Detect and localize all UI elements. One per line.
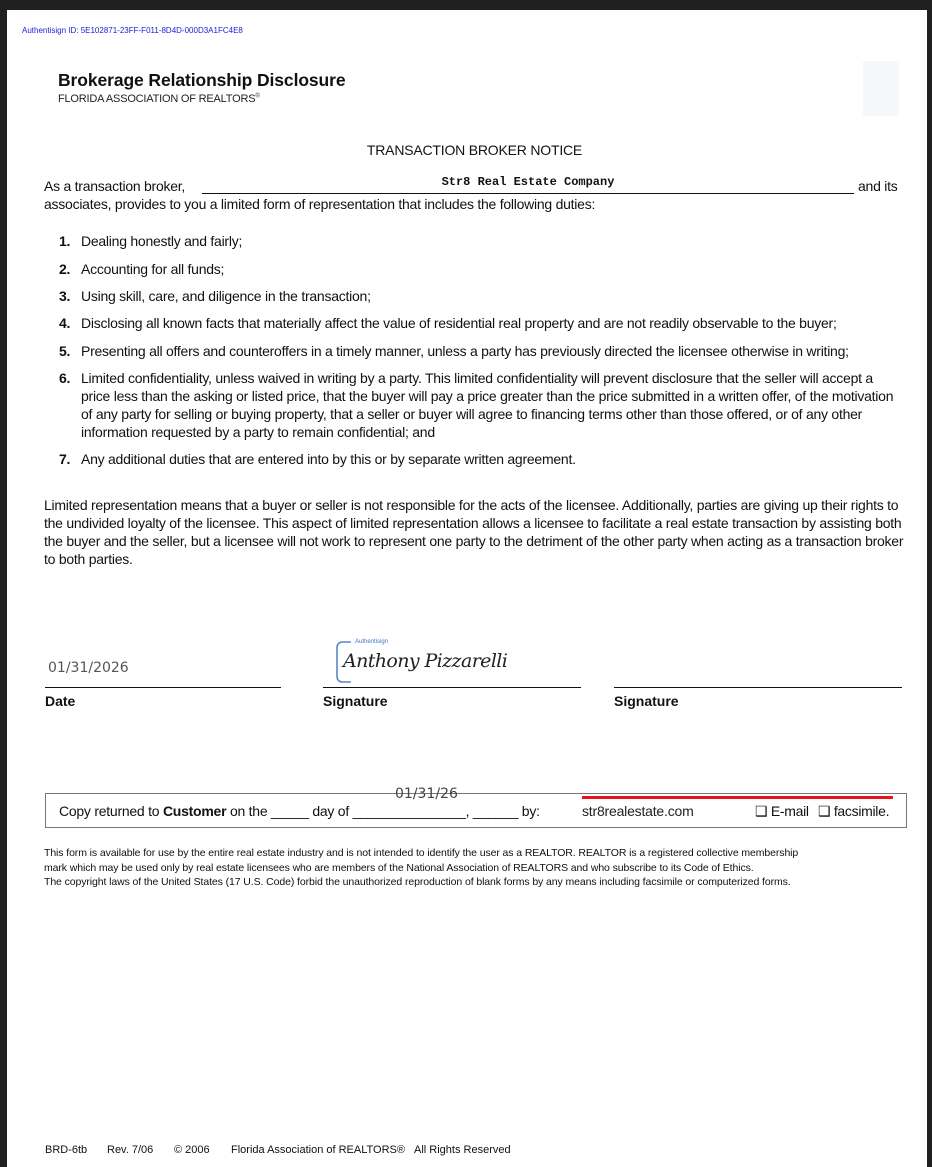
signature-1-field[interactable] <box>335 638 508 684</box>
copy-date-field[interactable]: 01/31/26 <box>395 786 458 802</box>
duty-text: Disclosing all known facts that materially affect the value of residential real property and are not readily observable to the buyer; <box>81 315 837 331</box>
form-rights: All Rights Reserved <box>414 1144 511 1156</box>
signature-2-line[interactable] <box>614 687 902 688</box>
broker-name-field[interactable]: Str8 Real Estate Company <box>441 175 615 189</box>
intro-line2: associates, provides to you a limited form of representation that includes the following duties: <box>44 196 596 212</box>
facsimile-checkbox[interactable]: ❑ facsimile. <box>818 803 890 819</box>
customer-label: Customer <box>162 803 227 819</box>
logo-placeholder-image <box>863 61 899 116</box>
form-revision: Rev. 7/06 <box>107 1144 154 1156</box>
duty-number: 3. <box>59 288 71 304</box>
signature-1-line <box>323 687 581 688</box>
duty-item <box>59 232 242 250</box>
duty-item <box>59 342 911 360</box>
signature-2-label: Signature <box>614 693 679 709</box>
duty-number: 4. <box>59 315 71 331</box>
duty-text: Limited confidentiality, unless waived in writing by a party. This limited confidentiality will prevent disclosure that the seller will accept a price less than the asking or listed price, that the buyer will pay a price greater than the price submitted in a written offer, of the motivation of any party for selling or buying property, that a seller or buyer will agree to financing terms other than those offered, or of any other information requested by a party to remain confidential; and <box>81 370 894 440</box>
duty-text: Using skill, care, and diligence in the transaction; <box>81 288 371 304</box>
duty-number: 2. <box>59 261 71 277</box>
association-name: FLORIDA ASSOCIATION OF REALTORS <box>58 93 256 105</box>
duty-item <box>59 287 371 305</box>
copy-returned-box <box>45 786 907 828</box>
authentisign-id: Authentisign ID: 5E102871-23FF-F011-8D4D-000D3A1FC4E8 <box>22 26 243 35</box>
date-label: Date <box>45 693 76 709</box>
signature-1-label: Signature <box>323 693 388 709</box>
duty-item <box>59 260 224 278</box>
signature-1-name: Anthony Pizzarelli <box>343 650 508 672</box>
duty-text: Accounting for all funds; <box>81 261 225 277</box>
duty-number: 5. <box>59 343 71 359</box>
registered-mark: ® <box>255 93 260 100</box>
form-association: Florida Association of REALTORS® <box>231 1144 405 1156</box>
duty-text: Dealing honestly and fairly; <box>81 233 243 249</box>
copy-returned-text <box>59 803 540 819</box>
intro-suffix: and its <box>858 178 898 194</box>
red-strikethrough-mark <box>582 796 893 799</box>
duty-text: Presenting all offers and counteroffers in a timely manner, unless a party has previously directed the licensee otherwise in writing; <box>81 343 849 359</box>
authentisign-badge: Authentisign <box>355 639 389 645</box>
form-copyright: © 2006 <box>174 1144 210 1156</box>
duty-number: 7. <box>59 451 71 467</box>
email-checkbox[interactable]: ❑ E-mail <box>755 803 809 819</box>
footnote-line-1: This form is available for use by the entire real estate industry and is not intended to identify the user as a REALTOR. REALTOR is a registered collective membership <box>44 847 799 859</box>
form-title: Brokerage Relationship Disclosure <box>58 70 346 90</box>
duty-item <box>59 314 911 332</box>
copy-blanks: on the _____ day of _______________, ______ by: <box>229 803 540 819</box>
copy-by-field[interactable]: str8realestate.com <box>582 803 694 819</box>
duty-number: 6. <box>59 370 71 386</box>
footnote-line-2: mark which may be used only by real estate licensees who are members of the National Association of REALTORS and who subscribe to its Code of Ethics. <box>44 861 754 874</box>
duty-text: Any additional duties that are entered into by this or by separate written agreement. <box>81 451 576 467</box>
duty-number: 1. <box>59 233 71 249</box>
footnote <box>44 846 798 890</box>
copy-prefix: Copy returned to <box>59 803 160 819</box>
date-field[interactable]: 01/31/2026 <box>48 660 129 676</box>
form-subtitle <box>58 93 260 105</box>
form-code: BRD-6tb <box>45 1144 88 1156</box>
intro-prefix: As a transaction broker, <box>44 178 186 194</box>
document-page <box>7 10 927 1167</box>
duty-item <box>59 450 576 468</box>
footnote-line-3: The copyright laws of the United States (17 U.S. Code) forbid the unauthorized reproduction of blank forms by any means including facsimile or computerized forms. <box>44 876 791 888</box>
duty-item <box>59 369 896 441</box>
date-line <box>45 687 281 688</box>
notice-title: TRANSACTION BROKER NOTICE <box>366 142 583 158</box>
limited-representation-paragraph: Limited representation means that a buyer or seller is not responsible for the acts of the licensee. Additionally, parties are giving up their rights to the undivided loyalty of the licensee. This aspect of limited representation allows a licensee to facilitate a real estate transaction by assisting both the buyer and the seller, but a licensee will not work to represent one party to the detriment of the other party when acting as a transaction broker to both parties. <box>44 497 904 567</box>
